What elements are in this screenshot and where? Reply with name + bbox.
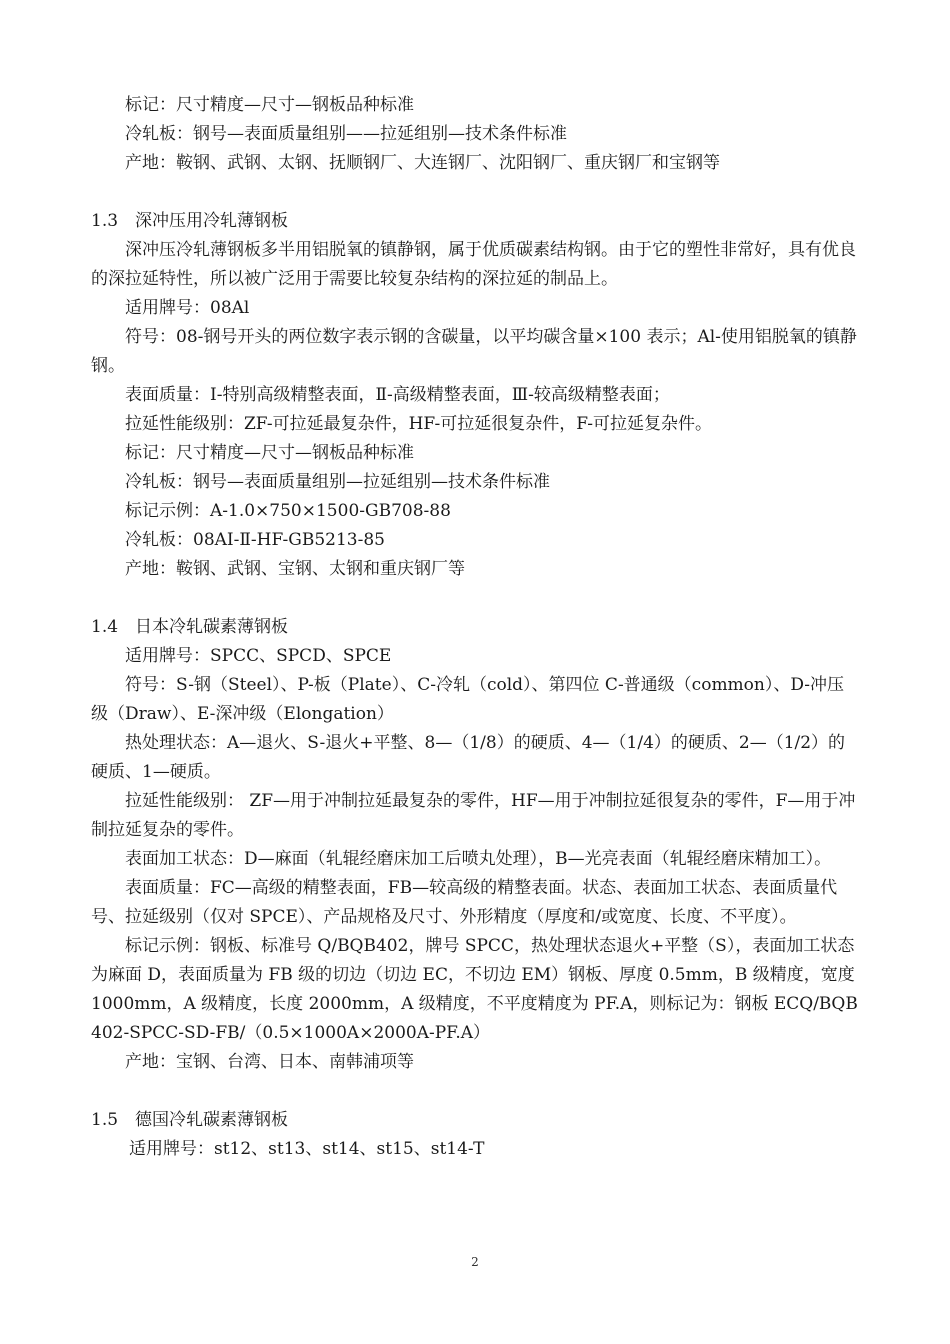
s14-symbol: 符号：S-钢（Steel）、P-板（Plate）、C-冷轧（cold）、第四位 C-普通级（common）、D-冲压级（Draw）、E-深冲级（Elongation） bbox=[91, 675, 845, 724]
s14-heat-treatment: 热处理状态：A—退火、S-退火+平整、8—（1/8）的硬质、4—（1/4）的硬质、2—（1/2）的硬质、1—硬质。 bbox=[91, 733, 846, 782]
s13-grade: 适用牌号：08Al bbox=[125, 298, 250, 318]
s14-marking-example: 标记示例：钢板、标准号 Q/BQB402，牌号 SPCC，热处理状态退火+平整（S），表面加工状态为麻面 D，表面质量为 FB 级的切边（切边 EC，不切边 EM）钢板、厚度 0.5mm，B 级精度，宽度 1000mm，A 级精度，长度 2000mm，A 级精度，不平度精度为 PF.A，则标记为：钢板 ECQ/BQB 402-SPCC-SD-FB/（0.5×1000A×2000A-PF.A） bbox=[91, 936, 858, 1043]
s13-symbol: 符号：08-钢号开头的两位数字表示钢的含碳量，以平均碳含量×100 表示；Al-使用铝脱氧的镇静钢。 bbox=[91, 327, 857, 376]
s13-cold-rolled-example: 冷轧板：08AⅠ-Ⅱ-HF-GB5213-85 bbox=[125, 530, 385, 550]
page-content bbox=[91, 91, 861, 1164]
s14-origin: 产地：宝钢、台湾、日本、南韩浦项等 bbox=[125, 1052, 414, 1072]
s14-grade: 适用牌号：SPCC、SPCD、SPCE bbox=[125, 646, 392, 666]
page-number: 2 bbox=[471, 1255, 479, 1269]
section-heading-1-3: 1.3 深冲压用冷轧薄钢板 bbox=[91, 211, 289, 231]
s13-paragraph-intro: 深冲压冷轧薄钢板多半用铝脱氧的镇静钢，属于优质碳素结构钢。由于它的塑性非常好，具有优良的深拉延特性，所以被广泛用于需要比较复杂结构的深拉延的制品上。 bbox=[91, 240, 856, 289]
section-heading-1-4: 1.4 日本冷轧碳素薄钢板 bbox=[91, 617, 289, 637]
section-gap bbox=[91, 1077, 861, 1106]
origin-line: 产地：鞍钢、武钢、太钢、抚顺钢厂、大连钢厂、沈阳钢厂、重庆钢厂和宝钢等 bbox=[125, 153, 720, 173]
s13-origin: 产地：鞍钢、武钢、宝钢、太钢和重庆钢厂等 bbox=[125, 559, 465, 579]
s13-cold-rolled: 冷轧板：钢号—表面质量组别—拉延组别—技术条件标准 bbox=[125, 472, 550, 492]
section-gap bbox=[91, 178, 861, 207]
section-heading-1-5: 1.5 德国冷轧碳素薄钢板 bbox=[91, 1110, 289, 1130]
section-gap bbox=[91, 584, 861, 613]
s13-marking-example: 标记示例：A-1.0×750×1500-GB708-88 bbox=[125, 501, 451, 521]
cold-rolled-line: 冷轧板：钢号—表面质量组别——拉延组别—技术条件标准 bbox=[125, 124, 567, 144]
s13-drawing-grade: 拉延性能级别：ZF-可拉延最复杂件，HF-可拉延很复杂件，F-可拉延复杂件。 bbox=[125, 414, 712, 434]
s14-surface-quality: 表面质量：FC—高级的精整表面，FB—较高级的精整表面。状态、表面加工状态、表面质量代号、拉延级别（仅对 SPCE）、产品规格及尺寸、外形精度（厚度和/或宽度、长度、不平度）。 bbox=[91, 878, 838, 927]
s14-surface-finish: 表面加工状态：D—麻面（轧辊经磨床加工后喷丸处理），B—光亮表面（轧辊经磨床精加工）。 bbox=[125, 849, 832, 869]
s13-surface-quality: 表面质量：Ⅰ-特别高级精整表面，Ⅱ-高级精整表面，Ⅲ-较高级精整表面； bbox=[125, 385, 670, 405]
s15-grade: 适用牌号：st12、st13、st14、st15、st14-T bbox=[129, 1139, 485, 1159]
s13-marking: 标记：尺寸精度—尺寸—钢板品种标准 bbox=[125, 443, 414, 463]
marking-line: 标记：尺寸精度—尺寸—钢板品种标准 bbox=[125, 95, 414, 115]
s14-drawing-grade: 拉延性能级别： ZF—用于冲制拉延最复杂的零件，HF—用于冲制拉延很复杂的零件，F—用于冲制拉延复杂的零件。 bbox=[91, 791, 856, 840]
